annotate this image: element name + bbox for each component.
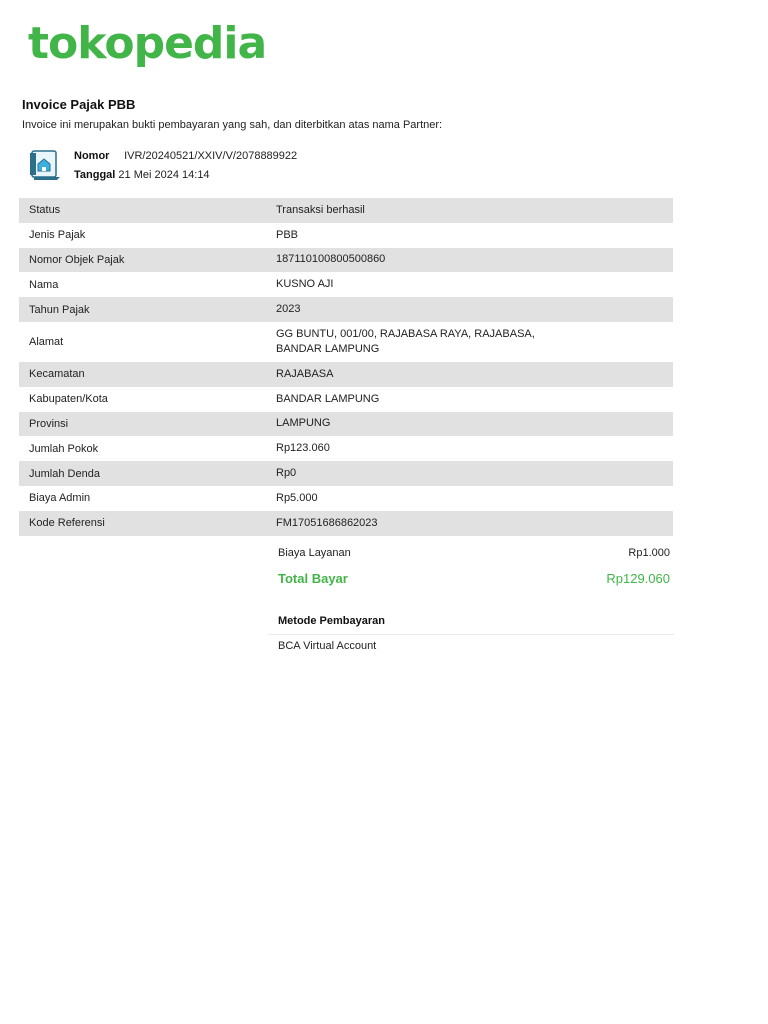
row-value-line: BANDAR LAMPUNG (276, 342, 380, 355)
row-value-line: LAMPUNG (276, 417, 331, 430)
tanggal-label: Tanggal (74, 169, 116, 181)
row-value-line: KUSNO AJI (276, 278, 334, 291)
invoice-title: Invoice Pajak PBB (22, 97, 136, 112)
payment-method-heading: Metode Pembayaran (278, 615, 385, 627)
table-row (19, 322, 673, 362)
row-value (266, 297, 673, 322)
tax-details-table (19, 198, 673, 536)
row-value-line: PBB (276, 228, 299, 241)
row-value (266, 322, 673, 362)
service-fee-row (268, 547, 674, 559)
row-label: Alamat (29, 335, 64, 348)
table-row (19, 511, 673, 536)
row-label: Tahun Pajak (29, 303, 90, 316)
invoice-house-icon (26, 149, 62, 181)
row-value-line: Transaksi berhasil (276, 203, 365, 216)
row-label: Jenis Pajak (29, 229, 86, 242)
table-row (19, 387, 673, 412)
row-label: Provinsi (29, 417, 69, 430)
row-label: Status (29, 204, 61, 217)
row-value-line: 2023 (276, 303, 301, 316)
row-value (266, 248, 673, 273)
total-row (268, 571, 674, 586)
row-value (266, 387, 673, 412)
row-value (266, 436, 673, 461)
row-value (266, 511, 673, 536)
row-value-line: GG BUNTU, 001/00, RAJABASA RAYA, RAJABASA, (276, 327, 535, 340)
table-row (19, 461, 673, 486)
row-value (266, 198, 673, 223)
row-value (266, 362, 673, 387)
table-row (19, 436, 673, 461)
row-value-line: Rp5.000 (276, 491, 318, 504)
tokopedia-logo: tokopedia (28, 18, 267, 69)
row-value-line: BANDAR LAMPUNG (276, 392, 380, 405)
table-row (19, 223, 673, 248)
row-value-line: FM17051686862023 (276, 516, 378, 529)
table-row (19, 362, 673, 387)
divider (268, 634, 674, 635)
row-label: Kabupaten/Kota (29, 393, 108, 406)
row-label: Jumlah Pokok (29, 442, 99, 455)
row-value (266, 412, 673, 437)
row-label: Kode Referensi (29, 517, 105, 530)
table-row (19, 486, 673, 511)
row-value (266, 223, 673, 248)
nomor-value: IVR/20240521/XXIV/V/2078889922 (124, 150, 298, 162)
total-label: Total Bayar (278, 571, 348, 586)
table-row (19, 198, 673, 223)
row-value-line: Rp123.060 (276, 442, 330, 455)
table-row (19, 412, 673, 437)
row-value (266, 486, 673, 511)
row-value-line: Rp0 (276, 467, 297, 480)
table-row (19, 272, 673, 297)
invoice-subtitle: Invoice ini merupakan bukti pembayaran yang sah, dan diterbitkan atas nama Partner: (22, 119, 443, 131)
row-value (266, 272, 673, 297)
row-label: Kecamatan (29, 368, 85, 381)
row-value-line: 187110100800500860 (276, 253, 386, 266)
service-fee-label: Biaya Layanan (278, 547, 351, 559)
invoice-number-row (74, 150, 297, 162)
table-row (19, 297, 673, 322)
table-row (19, 248, 673, 273)
invoice-date-row (74, 169, 210, 181)
tanggal-value: 21 Mei 2024 14:14 (118, 169, 210, 181)
row-label: Biaya Admin (29, 492, 91, 505)
row-value-line: RAJABASA (276, 367, 334, 380)
nomor-label: Nomor (74, 150, 110, 162)
row-label: Jumlah Denda (29, 467, 100, 480)
row-label: Nama (29, 278, 59, 291)
total-value: Rp129.060 (606, 571, 670, 586)
row-label: Nomor Objek Pajak (29, 253, 125, 266)
row-value (266, 461, 673, 486)
payment-method-value: BCA Virtual Account (278, 640, 377, 652)
service-fee-value: Rp1.000 (628, 547, 670, 559)
